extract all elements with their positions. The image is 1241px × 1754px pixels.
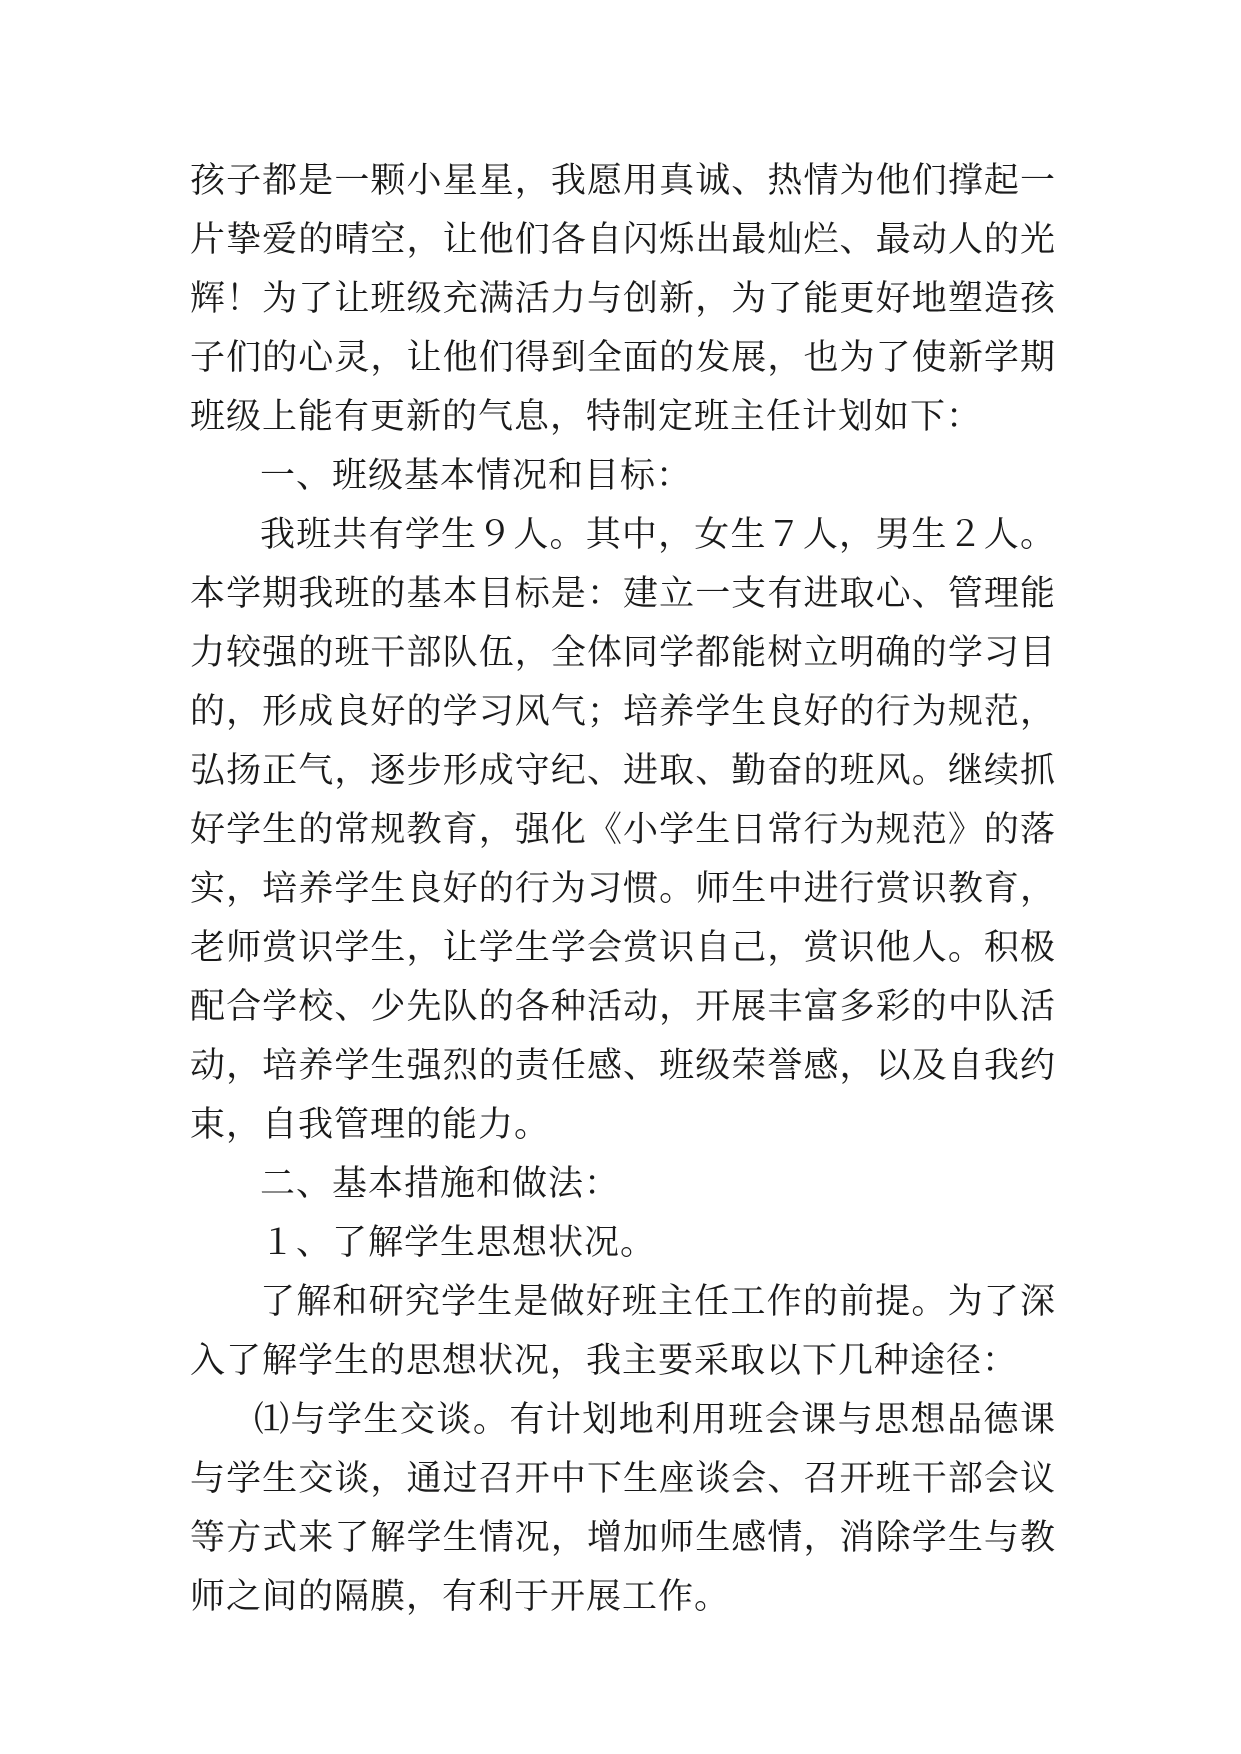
list-item-understand-students: １、了解学生思想状况。 [260, 1223, 657, 1263]
section-heading-class-situation: 一、班级基本情况和目标： [260, 456, 693, 496]
paragraph-intro: 孩子都是一颗小星星，我愿用真诚、热情为他们撑起一片挚爱的晴空，让他们各自闪烁出最灿烂、最动人的光辉！为了让班级充满活力与创新，为了能更好地塑造孩子们的心灵，让他们得到全面的发展，也为了使新学期班级上能有更新的气息，特制定班主任计划如下： [190, 161, 1056, 437]
paragraph-class-goals: 我班共有学生９人。其中，女生７人，男生２人。本学期我班的基本目标是：建立一支有进取心、管理能力较强的班干部队伍，全体同学都能树立明确的学习目的，形成良好的学习风气；培养学生良好的行为规范，弘扬正气，逐步形成守纪、进取、勤奋的班风。继续抓好学生的常规教育，强化《小学生日常行为规范》的落实，培养学生良好的行为习惯。师生中进行赏识教育，老师赏识学生，让学生学会赏识自己，赏识他人。积极配合学校、少先队的各种活动，开展丰富多彩的中队活动，培养学生强烈的责任感、班级荣誉感，以及自我约束，自我管理的能力。 [190, 515, 1056, 1145]
sub-item-talk-with-students: ⑴与学生交谈。有计划地利用班会课与思想品德课与学生交谈，通过召开中下生座谈会、召开班干部会议等方式来了解学生情况，增加师生感情，消除学生与教师之间的隔膜，有利于开展工作。 [190, 1400, 1056, 1617]
paragraph-understand-students: 了解和研究学生是做好班主任工作的前提。为了深入了解学生的思想状况，我主要采取以下几种途径： [190, 1282, 1056, 1381]
section-heading-measures: 二、基本措施和做法： [260, 1164, 621, 1204]
document-body [190, 152, 1056, 1627]
